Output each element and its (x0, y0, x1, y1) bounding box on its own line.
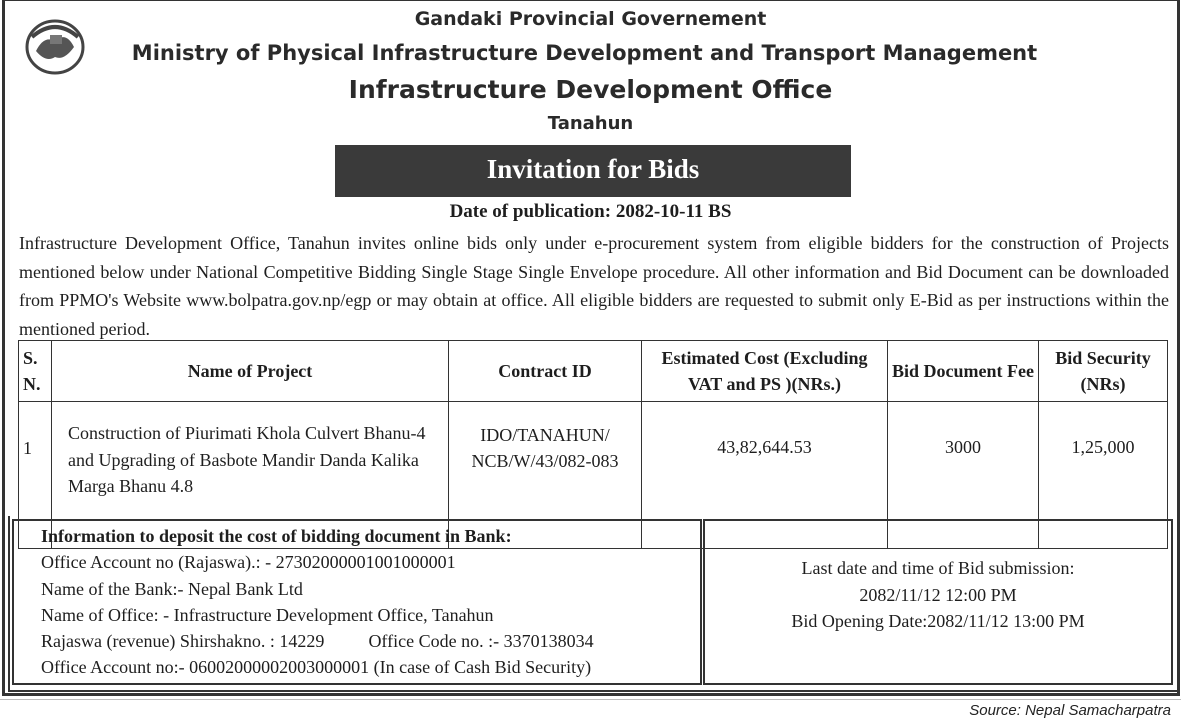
col-bid-security: Bid Security (NRs) (1039, 341, 1168, 402)
province-heading: Gandaki Provincial Governement (414, 8, 767, 30)
publication-date: Date of publication: 2082-10-11 BS (449, 201, 732, 222)
cell-contract-id: IDO/TANAHUN/ NCB/W/43/082-083 (449, 402, 642, 549)
opening-date: Bid Opening Date:2082/11/12 13:00 PM (791, 611, 1085, 631)
deadline-box (703, 519, 1173, 685)
deadline-label: Last date and time of Bid submission: (801, 558, 1075, 578)
cell-sn: 1 (19, 402, 52, 549)
col-project-name: Name of Project (52, 341, 449, 402)
cell-security: 1,25,000 (1039, 402, 1168, 549)
col-sn: S. N. (19, 341, 52, 402)
district-heading: Tanahun (547, 113, 634, 134)
office-code: Office Code no. :- 3370138034 (368, 631, 594, 652)
table-header-row (19, 341, 1168, 402)
cell-fee: 3000 (888, 402, 1039, 549)
revenue-line (41, 628, 700, 654)
divider (0, 699, 1181, 700)
cash-account: Office Account no:- 06002000002003000001 (In case of Cash Bid Security) (41, 657, 592, 678)
bank-info-box (12, 519, 702, 685)
col-contract-id: Contract ID (449, 341, 642, 402)
cell-cost: 43,82,644.53 (642, 402, 888, 549)
col-estimated-cost: Estimated Cost (Excluding VAT and PS )(NRs.) (642, 341, 888, 402)
cell-project-name: Construction of Piurimati Khola Culvert Bhanu-4 and Upgrading of Basbote Mandir Danda Kalika Marga Bhanu 4.8 (52, 402, 449, 549)
intro-paragraph: Infrastructure Development Office, Tanahun invites online bids only under e-procurement system from eligible bidders for the construction of Projects mentioned below under National Competitive Bidding Single Stage Single Envelope procedure. All other information and Bid Document can be downloaded from PPMO's Website www.bolpatra.gov.np/egp or may obtain at office. All eligible bidders are requested to submit only E-Bid as per instructions within the mentioned period. (19, 233, 1169, 339)
office-heading: Infrastructure Development Office (348, 75, 833, 104)
office-account: Office Account no (Rajaswa).: - 27302000001001000001 (41, 552, 456, 573)
ministry-heading: Ministry of Physical Infrastructure Development and Transport Management (131, 41, 1038, 65)
bank-name: Name of the Bank:- Nepal Bank Ltd (41, 578, 303, 599)
office-name: Name of Office: - Infrastructure Development Office, Tanahun (41, 604, 494, 625)
col-bid-fee: Bid Document Fee (888, 341, 1039, 402)
submission-date: 2082/11/12 12:00 PM (859, 584, 1017, 605)
source-credit: Source: Nepal Samacharpatra (969, 702, 1171, 719)
bank-info-title: Information to deposit the cost of bidding document in Bank: (41, 526, 512, 546)
shirshak-no: Rajaswa (revenue) Shirshakno. : 14229 (41, 631, 325, 652)
notice-banner: Invitation for Bids (335, 145, 851, 197)
